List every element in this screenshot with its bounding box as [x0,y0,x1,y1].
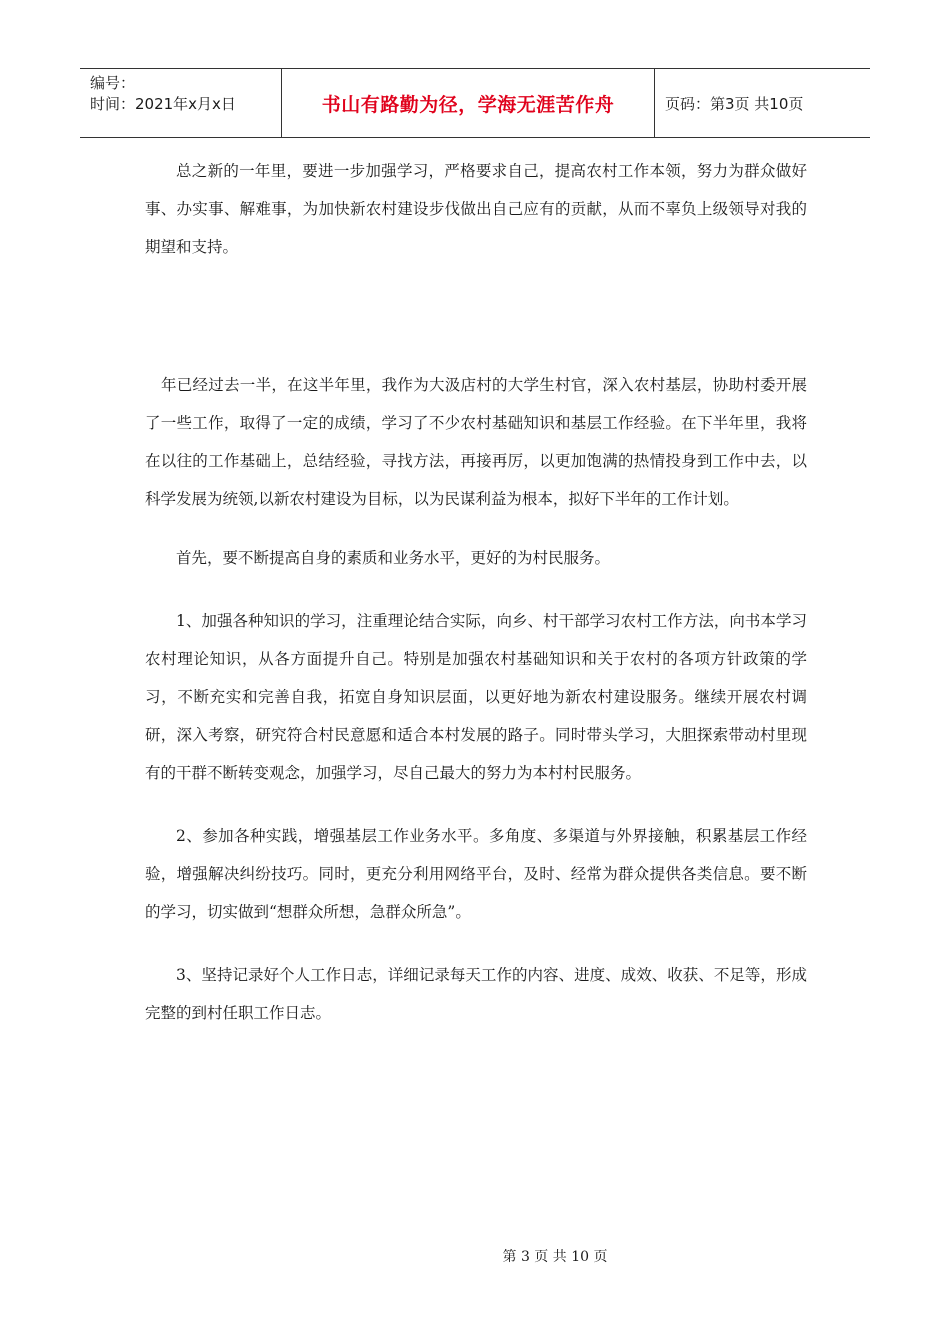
document-body [145,152,807,1032]
paragraph-item-1: 1、加强各种知识的学习，注重理论结合实际，向乡、村干部学习农村工作方法，向书本学习农村理论知识，从各方面提升自己。特别是加强农村基础知识和关于农村的各项方针政策的学习，不断充实和完善自我，拓宽自身知识层面，以更好地为新农村建设服务。继续开展农村调研，深入考察，研究符合村民意愿和适合本村发展的路子。同时带头学习，大胆探索带动村里现有的干群不断转变观念，加强学习，尽自己最大的努力为本村村民服务。 [145,612,807,782]
paragraph-item-3: 3、坚持记录好个人工作日志，详细记录每天工作的内容、进度、成效、收获、不足等，形成完整的到村任职工作日志。 [145,966,807,1022]
page-footer [0,1246,950,1266]
paragraph-item-2: 2、参加各种实践，增强基层工作业务水平。多角度、多渠道与外界接触，积累基层工作经验，增强解决纠纷技巧。同时，更充分利用网络平台，及时、经常为群众提供各类信息。要不断的学习，切实做到“想群众所想，急群众所急”。 [145,827,807,921]
date-label: 时间：2021年x月x日 [90,95,236,113]
paragraph-summary: 总之新的一年里，要进一步加强学习，严格要求自己，提高农村工作本领，努力为群众做好事、办实事、解难事，为加快新农村建设步伐做出自己应有的贡献，从而不辜负上级领导对我的期望和支持。 [145,162,807,256]
paragraph-first: 首先，要不断提高自身的素质和业务水平，更好的为村民服务。 [176,549,611,567]
header-page-info: 页码：第3页 共10页 [665,94,804,113]
paragraph-intro: 年已经过去一半，在这半年里，我作为大汲店村的大学生村官，深入农村基层，协助村委开展了一些工作，取得了一定的成绩，学习了不少农村基础知识和基层工作经验。在下半年里，我将在以往的工作基础上，总结经验，寻找方法，再接再厉，以更加饱满的热情投身到工作中去，以科学发展为统领,以新农村建设为目标，以为民谋利益为根本，拟好下半年的工作计划。 [145,376,807,508]
document-header [80,68,870,138]
header-motto: 书山有路勤为径，学海无涯苦作舟 [282,69,655,137]
header-meta [80,69,282,137]
footer-page-number: 第 3 页 共 10 页 [502,1249,608,1265]
serial-number-label: 编号： [90,74,136,92]
